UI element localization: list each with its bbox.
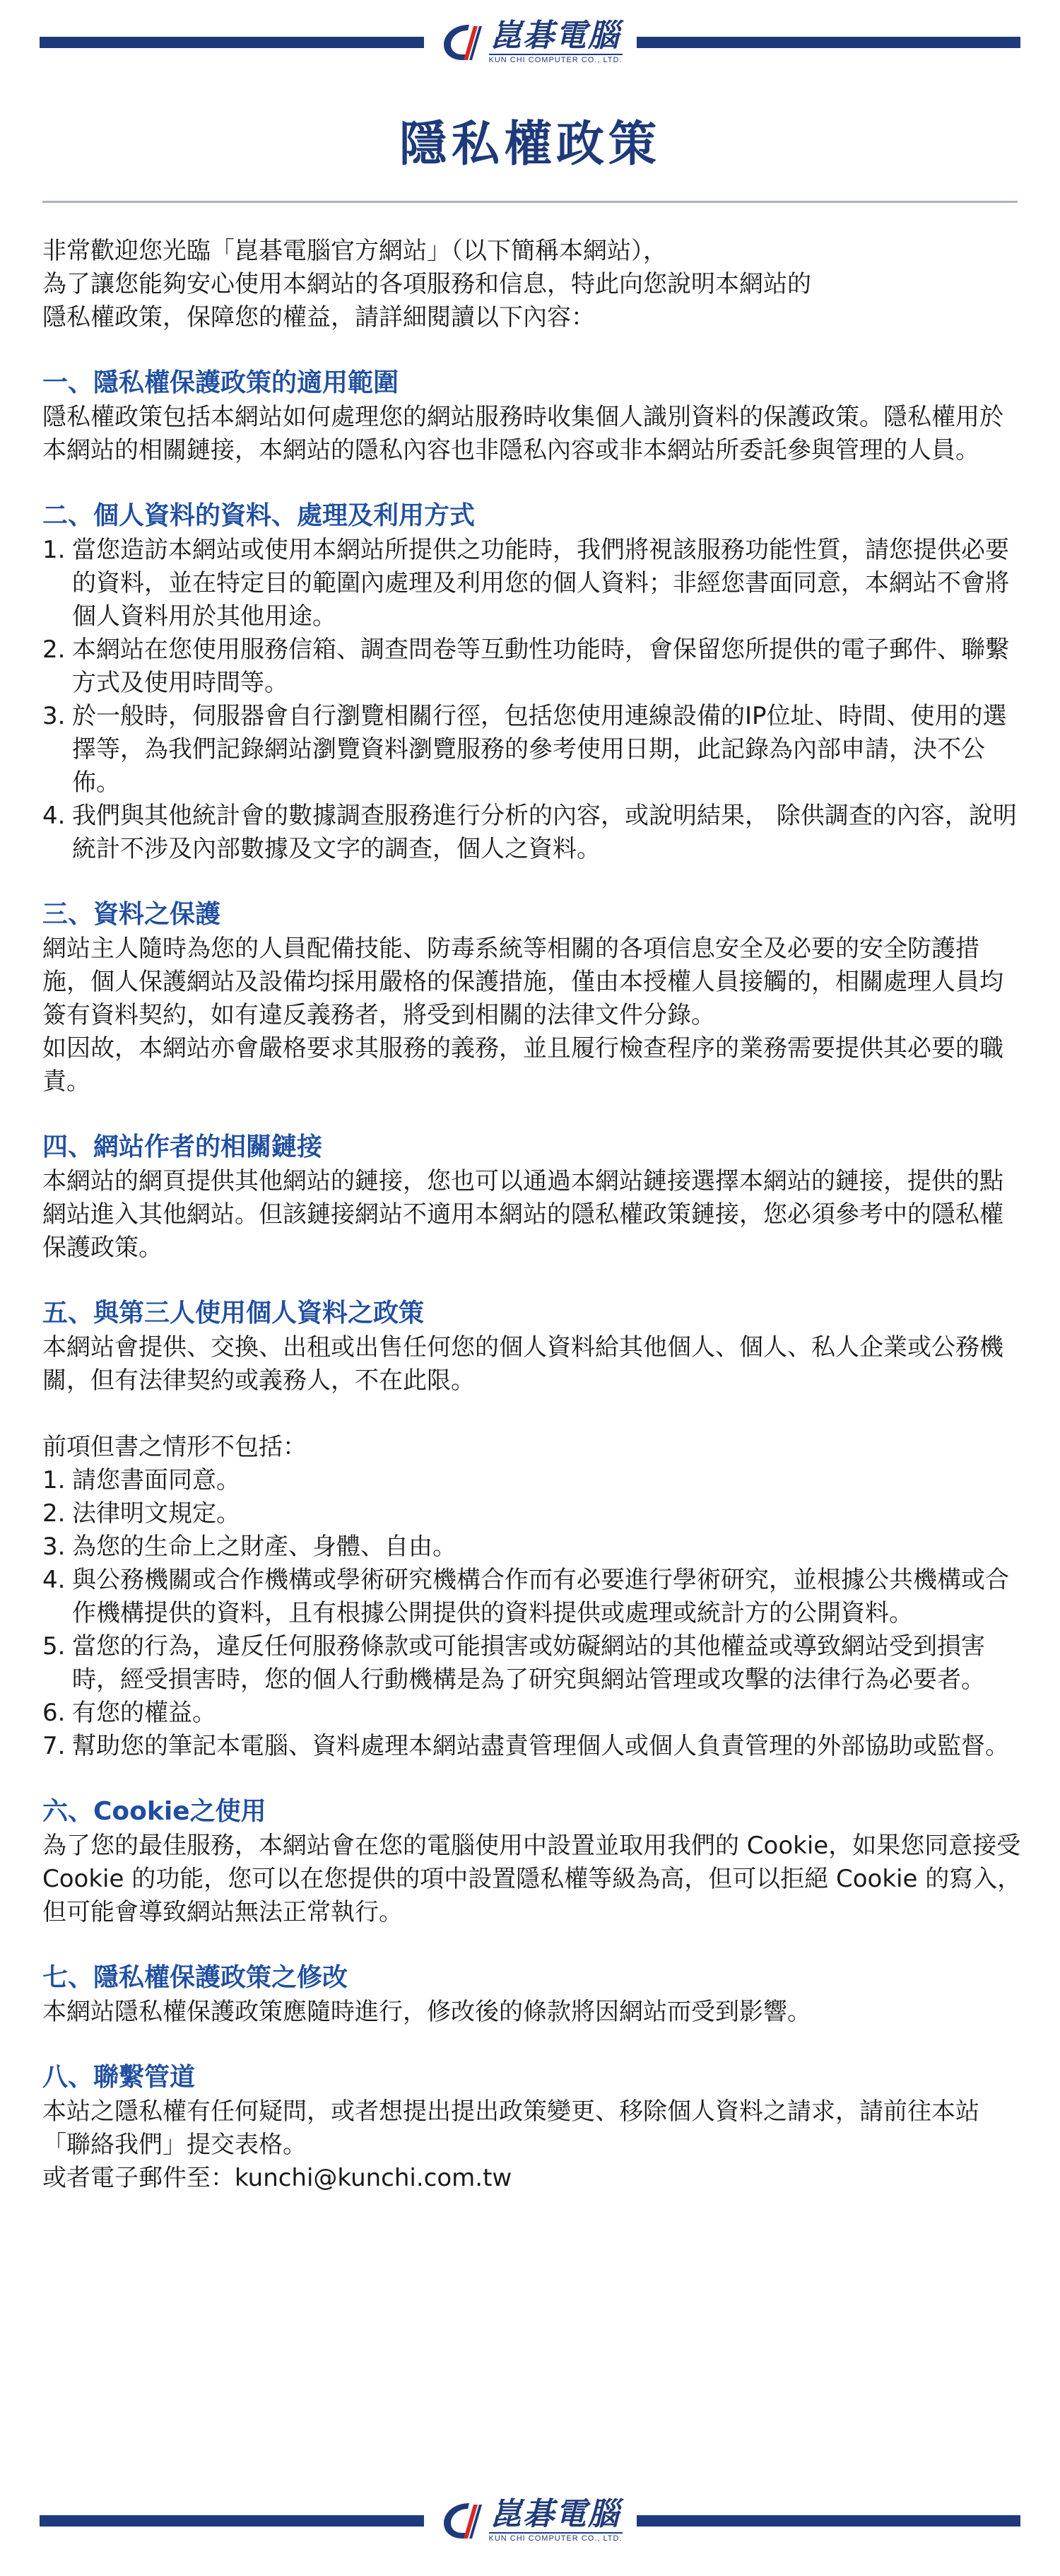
- policy-content: [42, 235, 1022, 2195]
- list-text: 當您的行為，違反任何服務條款或可能損害或妨礙網站的其他權益或導致網站受到損害時，經受損害時，您的個人行動機構是為了研究與網站管理或攻擊的法律行為必要者。: [72, 1632, 985, 1694]
- list-text: 為您的生命上之財產、身體、自由。: [72, 1533, 457, 1561]
- page-title: 隱私權政策: [399, 117, 661, 172]
- list-item: [42, 534, 1022, 633]
- section-title: 二、個人資料的資料、處理及利用方式: [42, 501, 476, 530]
- kunchi-logo-mark-icon: [438, 2498, 485, 2544]
- logo-chinese-name: 崑碁電腦: [490, 18, 620, 54]
- footer-rule-left: [40, 2515, 424, 2527]
- logo-text: [488, 2496, 623, 2543]
- section-paragraph: 本網站的網頁提供其他網站的鏈接，您也可以通過本網站鏈接選擇本網站的鏈接，提供的點網站進入其他網站。但該鏈接網站不適用本網站的隱私權政策鏈接，您必須參考中的隱私權保護政策。: [42, 1167, 1003, 1262]
- list-text: 與公務機關或合作機構或學術研究機構合作而有必要進行學術研究，並根據公共機構或合作機構提供的資料，且有根據公開提供的資料提供或處理或統計方的公開資料。: [72, 1566, 1009, 1627]
- list-number: 6.: [42, 1699, 66, 1727]
- section-title: 八、聯繫管道: [42, 2063, 196, 2092]
- section-paragraph: 為了您的最佳服務，本網站會在您的電腦使用中設置並取用我們的 Cookie，如果您同意接受 Cookie 的功能，您可以在您提供的項中設置隱私權等級為高，但可以拒絕 Cookie 的寫入，但可能會導致網站無法正常執行。: [42, 1832, 1022, 1926]
- logo-text: [488, 18, 623, 64]
- intro-line: 非常歡迎您光臨「崑碁電腦官方網站」（以下簡稱本網站），: [42, 237, 667, 265]
- section-paragraph: 如因故，本網站亦會嚴格要求其服務的義務，並且履行檢查程序的業務需要提供其必要的職責。: [42, 1034, 1003, 1096]
- list-item: [42, 1464, 1022, 1497]
- list-item: [42, 1730, 1022, 1763]
- list-text: 幫助您的筆記本電腦、資料處理本網站盡責管理個人或個人負責管理的外部協助或監督。: [72, 1732, 1009, 1760]
- header-rule-left: [40, 37, 424, 48]
- list-number: 1.: [42, 536, 66, 564]
- logo-english-name: KUN CHI COMPUTER CO., LTD.: [489, 54, 623, 64]
- list-text: 當您造訪本網站或使用本網站所提供之功能時，我們將視該服務功能性質，請您提供必要的資料，並在特定目的範圍內處理及利用您的個人資料；非經您書面同意，本網站不會將個人資料用於其他用途。: [72, 536, 1009, 631]
- list-item: [42, 633, 1022, 700]
- header-rule-right: [637, 37, 1021, 48]
- section-paragraph: 本網站隱私權保護政策應隨時進行，修改後的條款將因網站而受到影響。: [42, 1998, 811, 2026]
- list-text: 有您的權益。: [72, 1699, 216, 1727]
- list-text: 本網站在您使用服務信箱、調查問卷等互動性功能時，會保留您所提供的電子郵件、聯繫方式及使用時間等。: [72, 636, 1009, 697]
- list-number: 5.: [42, 1632, 66, 1661]
- section-title: 七、隱私權保護政策之修改: [42, 1963, 348, 1992]
- logo-english-name: KUN CHI COMPUTER CO., LTD.: [489, 2532, 623, 2543]
- intro-line: 為了讓您能夠安心使用本網站的各項服務和信息，特此向您說明本網站的: [42, 270, 811, 298]
- section-third-party: [42, 1296, 1022, 1763]
- list-number: 1.: [42, 1466, 66, 1494]
- section-paragraph: 網站主人隨時為您的人員配備技能、防毒系統等相關的各項信息安全及必要的安全防護措施，個人保護網站及設備均採用嚴格的保護措施，僅由本授權人員接觸的，相關處理人員均簽有資料契約，如有違反義務者，將受到相關的法律文件分錄。: [42, 935, 1003, 1029]
- list-item: [42, 800, 1022, 866]
- section-contact: [42, 2060, 1022, 2195]
- section-paragraph: 本網站會提供、交換、出租或出售任何您的個人資料給其他個人、個人、私人企業或公務機關，但有法律契約或義務人，不在此限。: [42, 1333, 1003, 1395]
- list-number: 2.: [42, 636, 66, 664]
- list-number: 4.: [42, 1566, 66, 1594]
- data-usage-list: [42, 534, 1022, 866]
- footer-logo-bar: [40, 2493, 1020, 2549]
- company-logo: [438, 2493, 623, 2549]
- title-divider: [42, 201, 1018, 203]
- list-number: 3.: [42, 702, 66, 730]
- list-item: [42, 1630, 1022, 1697]
- section-cookie: [42, 1794, 1022, 1929]
- header-logo-bar: [40, 14, 1020, 71]
- section-title: 六、Cookie之使用: [42, 1797, 266, 1826]
- footer-rule-right: [637, 2515, 1021, 2527]
- kunchi-logo-mark-icon: [438, 19, 485, 66]
- list-item: [42, 1564, 1022, 1630]
- intro: [42, 235, 1022, 334]
- list-text: 法律明文規定。: [72, 1499, 240, 1528]
- list-number: 7.: [42, 1732, 66, 1760]
- section-paragraph: 本站之隱私權有任何疑問，或者想提出提出政策變更、移除個人資料之請求，請前往本站「聯絡我們」提交表格。: [42, 2097, 979, 2159]
- section-data-protection: [42, 897, 1022, 1099]
- section-title: 一、隱私權保護政策的適用範圍: [42, 368, 399, 397]
- section-paragraph: 隱私權政策包括本網站如何處理您的網站服務時收集個人識別資料的保護政策。隱私權用於本網站的相關鏈接，本網站的隱私內容也非隱私內容或非本網站所委託參與管理的人員。: [42, 403, 1003, 464]
- section-data-usage: [42, 498, 1022, 866]
- section-external-links: [42, 1130, 1022, 1265]
- exceptions-intro: 前項但書之情形不包括：: [42, 1433, 307, 1461]
- list-item: [42, 700, 1022, 800]
- section-scope: [42, 365, 1022, 467]
- list-item: [42, 1697, 1022, 1730]
- logo-chinese-name: 崑碁電腦: [490, 2496, 620, 2532]
- list-item: [42, 1530, 1022, 1564]
- section-title: 三、資料之保護: [42, 900, 221, 929]
- section-title: 四、網站作者的相關鏈接: [42, 1132, 323, 1161]
- exceptions-list: [42, 1464, 1022, 1763]
- intro-line: 隱私權政策，保障您的權益，請詳細閱讀以下內容：: [42, 303, 595, 332]
- list-text: 於一般時，伺服器會自行瀏覽相關行徑，包括您使用連線設備的IP位址、時間、使用的選擇等，為我們記錄網站瀏覽資料瀏覽服務的參考使用日期，此記錄為內部申請，決不公佈。: [72, 702, 1007, 797]
- list-number: 4.: [42, 802, 66, 830]
- company-logo: [438, 14, 623, 71]
- section-policy-changes: [42, 1960, 1022, 2029]
- list-text: 我們與其他統計會的數據調查服務進行分析的內容，或說明結果， 除供調查的內容，說明統計不涉及內部數據及文字的調查，個人之資料。: [72, 802, 1017, 863]
- list-number: 3.: [42, 1533, 66, 1561]
- list-item: [42, 1497, 1022, 1530]
- list-number: 2.: [42, 1499, 66, 1528]
- contact-email: 或者電子郵件至：kunchi@kunchi.com.tw: [42, 2164, 512, 2192]
- list-text: 請您書面同意。: [72, 1466, 240, 1494]
- section-title: 五、與第三人使用個人資料之政策: [42, 1299, 425, 1328]
- spacer: [42, 1398, 1022, 1431]
